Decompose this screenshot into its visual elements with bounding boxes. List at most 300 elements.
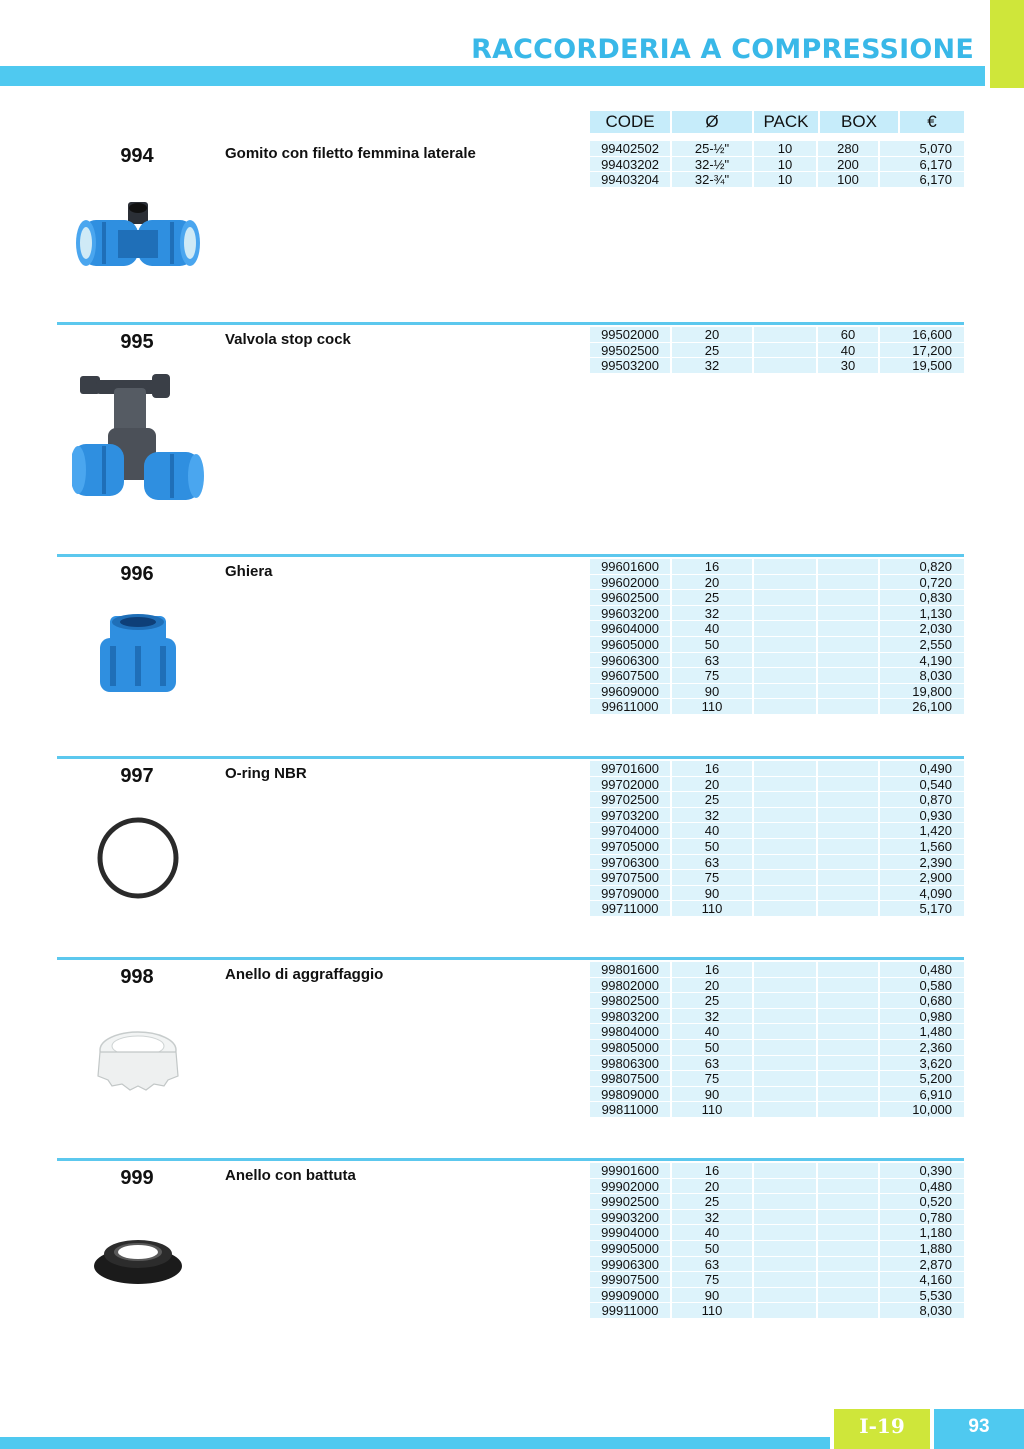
table-row bbox=[590, 901, 964, 917]
table-row bbox=[590, 1009, 964, 1025]
cell-pack bbox=[754, 575, 816, 590]
cell-price: 8,030 bbox=[880, 1303, 964, 1318]
cell-price: 6,910 bbox=[880, 1087, 964, 1102]
cell-diameter: 16 bbox=[672, 962, 752, 977]
shoulder-ring-icon bbox=[92, 1232, 184, 1288]
cell-price: 17,200 bbox=[880, 343, 964, 358]
product-number: 997 bbox=[120, 765, 154, 787]
cell-pack bbox=[754, 1303, 816, 1318]
cell-box bbox=[818, 1194, 878, 1209]
cell-pack: 10 bbox=[754, 157, 816, 172]
cell-price: 0,480 bbox=[880, 962, 964, 977]
cell-price: 1,480 bbox=[880, 1024, 964, 1039]
cell-pack bbox=[754, 993, 816, 1008]
cell-pack bbox=[754, 1163, 816, 1178]
cell-price: 6,170 bbox=[880, 172, 964, 187]
cell-diameter: 90 bbox=[672, 684, 752, 699]
cell-pack bbox=[754, 1009, 816, 1024]
cell-price: 0,930 bbox=[880, 808, 964, 823]
footer-bar bbox=[0, 1437, 830, 1449]
cell-box bbox=[818, 668, 878, 683]
cell-code: 99909000 bbox=[590, 1288, 670, 1303]
page-title: RACCORDERIA A COMPRESSIONE bbox=[471, 34, 974, 65]
cell-box bbox=[818, 1071, 878, 1086]
cell-pack: 10 bbox=[754, 141, 816, 156]
cell-price: 4,190 bbox=[880, 653, 964, 668]
page-number: 93 bbox=[934, 1409, 1024, 1449]
cell-diameter: 50 bbox=[672, 637, 752, 652]
cell-pack bbox=[754, 839, 816, 854]
cell-diameter: 25 bbox=[672, 993, 752, 1008]
cell-box bbox=[818, 621, 878, 636]
table-row bbox=[590, 684, 964, 700]
section-divider bbox=[57, 756, 964, 759]
cell-code: 99611000 bbox=[590, 699, 670, 714]
cell-diameter: 16 bbox=[672, 559, 752, 574]
cell-diameter: 63 bbox=[672, 855, 752, 870]
cell-pack bbox=[754, 358, 816, 373]
cell-code: 99802000 bbox=[590, 978, 670, 993]
cell-box bbox=[818, 1179, 878, 1194]
cell-box bbox=[818, 1087, 878, 1102]
cell-price: 5,170 bbox=[880, 901, 964, 916]
product-name: Ghiera bbox=[225, 563, 273, 580]
table-row bbox=[590, 1288, 964, 1304]
table-row bbox=[590, 1102, 964, 1118]
table-row bbox=[590, 1194, 964, 1210]
cell-code: 99904000 bbox=[590, 1225, 670, 1240]
cell-code: 99707500 bbox=[590, 870, 670, 885]
cell-pack bbox=[754, 1087, 816, 1102]
section-divider bbox=[57, 554, 964, 557]
cell-code: 99902500 bbox=[590, 1194, 670, 1209]
table-row bbox=[590, 590, 964, 606]
cell-price: 8,030 bbox=[880, 668, 964, 683]
cell-code: 99503200 bbox=[590, 358, 670, 373]
cell-diameter: 32 bbox=[672, 606, 752, 621]
ring-nut-icon bbox=[96, 612, 180, 696]
cell-price: 16,600 bbox=[880, 327, 964, 342]
table-row bbox=[590, 1303, 964, 1319]
product-name: Valvola stop cock bbox=[225, 331, 351, 348]
price-table bbox=[590, 761, 964, 917]
cell-pack bbox=[754, 1272, 816, 1287]
cell-price: 19,800 bbox=[880, 684, 964, 699]
product-number: 995 bbox=[120, 331, 154, 353]
cell-price: 2,360 bbox=[880, 1040, 964, 1055]
cell-box bbox=[818, 1210, 878, 1225]
table-row bbox=[590, 978, 964, 994]
cell-diameter: 32 bbox=[672, 1210, 752, 1225]
table-row bbox=[590, 668, 964, 684]
table-row bbox=[590, 993, 964, 1009]
cell-box bbox=[818, 870, 878, 885]
cell-pack bbox=[754, 777, 816, 792]
header-box: BOX bbox=[820, 111, 898, 133]
cell-price: 0,520 bbox=[880, 1194, 964, 1209]
cell-pack bbox=[754, 978, 816, 993]
cell-diameter: 16 bbox=[672, 761, 752, 776]
cell-price: 2,900 bbox=[880, 870, 964, 885]
cell-code: 99805000 bbox=[590, 1040, 670, 1055]
cell-diameter: 40 bbox=[672, 1225, 752, 1240]
cell-pack bbox=[754, 855, 816, 870]
table-row bbox=[590, 172, 964, 188]
cell-code: 99905000 bbox=[590, 1241, 670, 1256]
cell-diameter: 50 bbox=[672, 839, 752, 854]
cell-pack bbox=[754, 1210, 816, 1225]
cell-code: 99606300 bbox=[590, 653, 670, 668]
table-row bbox=[590, 1024, 964, 1040]
table-row bbox=[590, 808, 964, 824]
cell-code: 99705000 bbox=[590, 839, 670, 854]
cell-diameter: 16 bbox=[672, 1163, 752, 1178]
cell-code: 99801600 bbox=[590, 962, 670, 977]
cell-pack bbox=[754, 1102, 816, 1117]
cell-diameter: 20 bbox=[672, 978, 752, 993]
table-row bbox=[590, 962, 964, 978]
cell-price: 1,880 bbox=[880, 1241, 964, 1256]
cell-box bbox=[818, 1225, 878, 1240]
cell-price: 1,130 bbox=[880, 606, 964, 621]
cell-pack bbox=[754, 761, 816, 776]
table-row bbox=[590, 637, 964, 653]
cell-price: 6,170 bbox=[880, 157, 964, 172]
cell-diameter: 90 bbox=[672, 1288, 752, 1303]
table-row bbox=[590, 699, 964, 715]
table-row bbox=[590, 1040, 964, 1056]
cell-pack bbox=[754, 606, 816, 621]
cell-diameter: 50 bbox=[672, 1241, 752, 1256]
cell-box bbox=[818, 1272, 878, 1287]
cell-box bbox=[818, 761, 878, 776]
cell-box bbox=[818, 1303, 878, 1318]
cell-box bbox=[818, 637, 878, 652]
cell-box bbox=[818, 1257, 878, 1272]
cell-pack bbox=[754, 870, 816, 885]
cell-code: 99605000 bbox=[590, 637, 670, 652]
cell-price: 4,160 bbox=[880, 1272, 964, 1287]
cell-box bbox=[818, 978, 878, 993]
table-row bbox=[590, 559, 964, 575]
cell-price: 0,680 bbox=[880, 993, 964, 1008]
cell-diameter: 40 bbox=[672, 1024, 752, 1039]
cell-box bbox=[818, 590, 878, 605]
cell-diameter: 25 bbox=[672, 343, 752, 358]
cell-price: 0,870 bbox=[880, 792, 964, 807]
cell-pack bbox=[754, 653, 816, 668]
o-ring-icon bbox=[96, 816, 180, 900]
cell-diameter: 20 bbox=[672, 1179, 752, 1194]
table-row bbox=[590, 1056, 964, 1072]
cell-diameter: 75 bbox=[672, 1272, 752, 1287]
cell-box bbox=[818, 1009, 878, 1024]
cell-code: 99701600 bbox=[590, 761, 670, 776]
cell-box bbox=[818, 1102, 878, 1117]
cell-pack bbox=[754, 1257, 816, 1272]
table-row bbox=[590, 575, 964, 591]
cell-code: 99906300 bbox=[590, 1257, 670, 1272]
table-row bbox=[590, 870, 964, 886]
table-row bbox=[590, 1087, 964, 1103]
cell-code: 99702000 bbox=[590, 777, 670, 792]
cell-diameter: 75 bbox=[672, 668, 752, 683]
cell-box: 280 bbox=[818, 141, 878, 156]
header-code: CODE bbox=[590, 111, 670, 133]
product-number: 998 bbox=[120, 966, 154, 988]
cell-pack bbox=[754, 668, 816, 683]
cell-code: 99709000 bbox=[590, 886, 670, 901]
cell-box: 200 bbox=[818, 157, 878, 172]
table-row bbox=[590, 777, 964, 793]
table-row bbox=[590, 1241, 964, 1257]
table-row bbox=[590, 792, 964, 808]
cell-code: 99911000 bbox=[590, 1303, 670, 1318]
cell-price: 2,870 bbox=[880, 1257, 964, 1272]
cell-price: 0,390 bbox=[880, 1163, 964, 1178]
section-divider bbox=[57, 1158, 964, 1161]
cell-diameter: 40 bbox=[672, 621, 752, 636]
cell-price: 1,180 bbox=[880, 1225, 964, 1240]
cell-code: 99903200 bbox=[590, 1210, 670, 1225]
header-bar bbox=[0, 66, 985, 86]
cell-code: 99502000 bbox=[590, 327, 670, 342]
price-table bbox=[590, 1163, 964, 1319]
cell-price: 5,070 bbox=[880, 141, 964, 156]
cell-price: 0,480 bbox=[880, 1179, 964, 1194]
cell-box bbox=[818, 792, 878, 807]
cell-pack bbox=[754, 1056, 816, 1071]
table-row bbox=[590, 621, 964, 637]
cell-code: 99601600 bbox=[590, 559, 670, 574]
cell-diameter: 110 bbox=[672, 1102, 752, 1117]
product-name: Gomito con filetto femmina laterale bbox=[225, 145, 476, 162]
table-row bbox=[590, 1179, 964, 1195]
section-divider bbox=[57, 322, 964, 325]
cell-pack bbox=[754, 792, 816, 807]
cell-box bbox=[818, 808, 878, 823]
cell-price: 0,490 bbox=[880, 761, 964, 776]
cell-diameter: 32 bbox=[672, 808, 752, 823]
cell-pack: 10 bbox=[754, 172, 816, 187]
cell-code: 99807500 bbox=[590, 1071, 670, 1086]
cell-code: 99607500 bbox=[590, 668, 670, 683]
table-row bbox=[590, 653, 964, 669]
cell-price: 0,980 bbox=[880, 1009, 964, 1024]
cell-diameter: 63 bbox=[672, 653, 752, 668]
product-number: 994 bbox=[120, 145, 154, 167]
cell-code: 99902000 bbox=[590, 1179, 670, 1194]
cell-code: 99711000 bbox=[590, 901, 670, 916]
cell-box bbox=[818, 1241, 878, 1256]
cell-box bbox=[818, 777, 878, 792]
cell-box bbox=[818, 901, 878, 916]
cell-code: 99811000 bbox=[590, 1102, 670, 1117]
price-table bbox=[590, 327, 964, 374]
cell-box bbox=[818, 1040, 878, 1055]
cell-pack bbox=[754, 808, 816, 823]
cell-pack bbox=[754, 962, 816, 977]
elbow-female-thread-icon bbox=[72, 200, 204, 276]
cell-pack bbox=[754, 1288, 816, 1303]
cell-box bbox=[818, 606, 878, 621]
table-row bbox=[590, 886, 964, 902]
cell-diameter: 110 bbox=[672, 1303, 752, 1318]
cell-pack bbox=[754, 327, 816, 342]
cell-diameter: 25-½" bbox=[672, 141, 752, 156]
cell-price: 4,090 bbox=[880, 886, 964, 901]
cell-code: 99502500 bbox=[590, 343, 670, 358]
table-row bbox=[590, 141, 964, 157]
product-name: Anello con battuta bbox=[225, 1167, 356, 1184]
table-row bbox=[590, 761, 964, 777]
cell-code: 99603200 bbox=[590, 606, 670, 621]
cell-code: 99802500 bbox=[590, 993, 670, 1008]
cell-pack bbox=[754, 699, 816, 714]
cell-price: 5,200 bbox=[880, 1071, 964, 1086]
cell-box bbox=[818, 699, 878, 714]
cell-code: 99901600 bbox=[590, 1163, 670, 1178]
product-number: 996 bbox=[120, 563, 154, 585]
cell-pack bbox=[754, 343, 816, 358]
cell-code: 99809000 bbox=[590, 1087, 670, 1102]
product-number: 999 bbox=[120, 1167, 154, 1189]
crimp-ring-icon bbox=[92, 1024, 184, 1096]
cell-pack bbox=[754, 559, 816, 574]
cell-pack bbox=[754, 1194, 816, 1209]
cell-diameter: 90 bbox=[672, 886, 752, 901]
cell-box bbox=[818, 886, 878, 901]
cell-price: 10,000 bbox=[880, 1102, 964, 1117]
cell-pack bbox=[754, 901, 816, 916]
cell-diameter: 32-¾" bbox=[672, 172, 752, 187]
cell-pack bbox=[754, 1241, 816, 1256]
cell-pack bbox=[754, 1225, 816, 1240]
cell-diameter: 32-½" bbox=[672, 157, 752, 172]
cell-box bbox=[818, 1163, 878, 1178]
price-table bbox=[590, 141, 964, 188]
table-row bbox=[590, 606, 964, 622]
cell-box: 100 bbox=[818, 172, 878, 187]
cell-pack bbox=[754, 637, 816, 652]
stop-cock-valve-icon bbox=[72, 370, 204, 510]
product-name: O-ring NBR bbox=[225, 765, 307, 782]
cell-code: 99403204 bbox=[590, 172, 670, 187]
cell-code: 99804000 bbox=[590, 1024, 670, 1039]
cell-price: 0,720 bbox=[880, 575, 964, 590]
cell-diameter: 63 bbox=[672, 1056, 752, 1071]
cell-diameter: 110 bbox=[672, 699, 752, 714]
table-row bbox=[590, 157, 964, 173]
cell-price: 5,530 bbox=[880, 1288, 964, 1303]
header-pack: PACK bbox=[754, 111, 818, 133]
product-name: Anello di aggraffaggio bbox=[225, 966, 384, 983]
table-row bbox=[590, 343, 964, 359]
cell-price: 0,780 bbox=[880, 1210, 964, 1225]
cell-price: 0,580 bbox=[880, 978, 964, 993]
cell-box bbox=[818, 823, 878, 838]
cell-box bbox=[818, 1056, 878, 1071]
corner-accent bbox=[990, 0, 1024, 88]
cell-box bbox=[818, 684, 878, 699]
cell-box bbox=[818, 993, 878, 1008]
cell-price: 0,830 bbox=[880, 590, 964, 605]
cell-pack bbox=[754, 1179, 816, 1194]
cell-diameter: 25 bbox=[672, 1194, 752, 1209]
cell-code: 99907500 bbox=[590, 1272, 670, 1287]
cell-price: 1,560 bbox=[880, 839, 964, 854]
cell-diameter: 32 bbox=[672, 358, 752, 373]
cell-code: 99806300 bbox=[590, 1056, 670, 1071]
cell-pack bbox=[754, 886, 816, 901]
section-divider bbox=[57, 957, 964, 960]
cell-code: 99602500 bbox=[590, 590, 670, 605]
price-table bbox=[590, 559, 964, 715]
cell-pack bbox=[754, 1040, 816, 1055]
cell-code: 99403202 bbox=[590, 157, 670, 172]
cell-diameter: 20 bbox=[672, 777, 752, 792]
table-row bbox=[590, 1225, 964, 1241]
cell-box bbox=[818, 1024, 878, 1039]
cell-diameter: 50 bbox=[672, 1040, 752, 1055]
cell-price: 26,100 bbox=[880, 699, 964, 714]
cell-pack bbox=[754, 684, 816, 699]
cell-box bbox=[818, 653, 878, 668]
cell-diameter: 40 bbox=[672, 823, 752, 838]
header-diameter: Ø bbox=[672, 111, 752, 133]
cell-diameter: 25 bbox=[672, 590, 752, 605]
cell-box bbox=[818, 559, 878, 574]
table-row bbox=[590, 358, 964, 374]
cell-diameter: 32 bbox=[672, 1009, 752, 1024]
cell-diameter: 20 bbox=[672, 327, 752, 342]
cell-pack bbox=[754, 1024, 816, 1039]
cell-box bbox=[818, 575, 878, 590]
cell-code: 99706300 bbox=[590, 855, 670, 870]
table-row bbox=[590, 1272, 964, 1288]
cell-diameter: 75 bbox=[672, 870, 752, 885]
cell-diameter: 25 bbox=[672, 792, 752, 807]
section-number: I-19 bbox=[834, 1409, 930, 1449]
cell-price: 2,550 bbox=[880, 637, 964, 652]
table-row bbox=[590, 839, 964, 855]
cell-price: 19,500 bbox=[880, 358, 964, 373]
cell-box: 30 bbox=[818, 358, 878, 373]
cell-box: 40 bbox=[818, 343, 878, 358]
cell-box bbox=[818, 962, 878, 977]
cell-diameter: 63 bbox=[672, 1257, 752, 1272]
table-row bbox=[590, 1210, 964, 1226]
cell-pack bbox=[754, 1071, 816, 1086]
cell-diameter: 75 bbox=[672, 1071, 752, 1086]
table-row bbox=[590, 1257, 964, 1273]
cell-code: 99604000 bbox=[590, 621, 670, 636]
table-row bbox=[590, 823, 964, 839]
cell-box bbox=[818, 839, 878, 854]
cell-code: 99602000 bbox=[590, 575, 670, 590]
cell-price: 1,420 bbox=[880, 823, 964, 838]
cell-price: 2,390 bbox=[880, 855, 964, 870]
cell-code: 99402502 bbox=[590, 141, 670, 156]
cell-price: 2,030 bbox=[880, 621, 964, 636]
cell-pack bbox=[754, 590, 816, 605]
header-price: € bbox=[900, 111, 964, 133]
cell-price: 0,540 bbox=[880, 777, 964, 792]
cell-code: 99704000 bbox=[590, 823, 670, 838]
cell-price: 3,620 bbox=[880, 1056, 964, 1071]
table-row bbox=[590, 855, 964, 871]
table-row bbox=[590, 1071, 964, 1087]
